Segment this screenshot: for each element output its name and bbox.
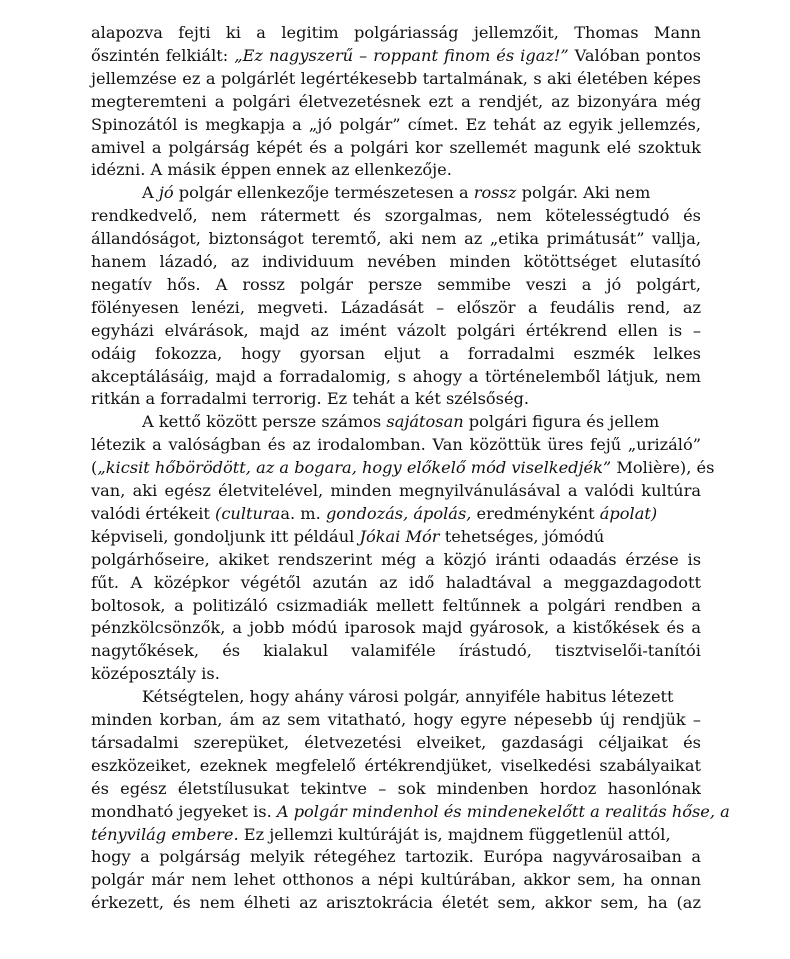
text-segment: eredményként [471,503,600,523]
italic-text: gondozás, ápolás, [325,503,472,523]
text-line [91,754,701,777]
text-segment: egyházi elvárások, majd az imént vázolt polgári értékrend ellen is – [91,320,701,340]
text-line [91,548,701,571]
text-segment: negatív hős. A rossz polgár persze semmibe veszi a jó polgárt, [91,274,701,294]
text-segment: amivel a polgárság képét és a polgári kor szellemét magunk elé szoktuk [91,137,701,157]
text-segment: A [142,183,159,203]
text-line [91,868,701,891]
text-segment: A kettő között persze számos [142,412,387,432]
text-line [91,136,701,159]
text-segment: érkezett, és nem élheti az arisztokrácia életét sem, akkor sem, ha (az [91,893,701,913]
text-line [91,708,701,731]
text-segment: Molière), és [611,458,715,478]
text-segment: mondható jegyeket is. [91,801,277,821]
text-line [91,90,701,113]
text-segment: minden korban, ám az sem vitatható, hogy egyre népesebb új rendjük – [91,710,701,729]
text-line [142,685,701,708]
text-segment: megteremteni a polgári életvezetésnek ezt a rendjét, az bizonyára még [91,91,701,111]
italic-text: (cultura [215,503,281,523]
text-line [91,502,701,525]
italic-text: sajátosan [386,412,464,432]
text-segment: ( [91,458,98,478]
text-line [91,479,701,502]
text-segment: odáig fokozza, hogy gyorsan eljut a forradalmi eszmék lelkes [91,343,701,363]
italic-text: ápolat) [599,503,658,523]
text-segment: boltosok, a politizáló csizmadiák mellett feltűnnek a polgári rendben a [91,595,701,615]
text-line [91,227,701,250]
text-line [91,204,701,227]
text-line [91,319,701,342]
text-segment: Valóban pontos [568,45,701,65]
text-line [91,777,701,800]
text-line [91,67,701,90]
text-line [91,823,701,846]
text-segment: polgár már nem lehet otthonos a népi kultúrában, akkor sem, ha onnan [91,870,701,890]
text-segment: és egész életstílusukat tekintve – sok mindenben hordoz hasonlónak [91,778,701,798]
text-segment: hanem lázadó, az individuum nevében minden kötöttséget elutasító [91,252,701,271]
text-line [91,158,701,181]
text-segment: tehetséges, jómódú [439,526,605,546]
text-segment: alapozva fejti ki a legitim polgáriasság jellemzőit, Thomas Mann [91,23,701,42]
text-segment: pénzkölcsönzők, a jobb módú iparosok majd gyárosok, a kistőkések és a [91,618,701,638]
text-segment: fölényesen lenézi, megveti. Lázadását – először a feudális rend, az [91,297,701,317]
text-line [91,456,715,479]
text-line [91,113,701,136]
text-segment: polgárhőseire, akiket rendszerint még a közjó iránti odaadás érzése is [91,549,701,569]
italic-text: „kicsit hőbörödött, az a bogara, hogy előkelő mód viselkedjék” [97,458,612,478]
text-line [91,639,701,662]
text-segment: ritkán a forradalmi terrorig. Ez tehát a két szélsőség. [91,389,530,409]
text-line [91,21,701,44]
text-line [91,845,701,868]
text-segment: jellemzése ez a polgárlét legértékesebb tartalmának, s aki életében képes [91,68,701,88]
text-line [91,296,701,319]
text-line [91,44,701,67]
text-segment: fűt. A középkor végétől azután az idő haladtával a meggazdagodott [91,572,701,592]
text-segment: eszközeiket, ezeknek megfelelő értékrendjüket, viselkedési szabályaikat [91,755,701,775]
text-line [91,571,701,594]
text-segment: a. m. [280,503,326,523]
text-segment: Ez jellemzi kultúráját is, majdnem függetlenül attól, [238,824,671,844]
text-segment: középosztály is. [91,664,220,684]
text-segment: képviseli, gondoljunk itt például [91,526,360,546]
text-segment: Kétségtelen, hogy ahány városi polgár, annyiféle habitus létezett [142,687,674,707]
text-line [91,891,701,914]
text-segment: akceptálásáig, majd a forradalomig, s ahogy a történelemből látjuk, nem [91,366,701,386]
text-line [142,410,701,433]
text-segment: rendkedvelő, nem rátermett és szorgalmas, nem kötelességtudó és [91,206,701,226]
text-line [91,387,701,410]
text-line [91,250,701,273]
text-line [91,800,730,823]
text-segment: polgár. Aki nem [516,183,651,203]
italic-text: „Ez nagyszerű – roppant finom és igaz!” [234,45,569,65]
text-segment: polgár ellenkezője természetesen a [173,183,474,203]
text-line [91,662,701,685]
text-segment: hogy a polgárság melyik rétegéhez tartozik. Európa nagyvárosaiban a [91,847,701,867]
italic-text: A polgár mindenhol és mindenekelőtt a realitás hőse, a [276,801,730,821]
text-segment: van, aki egész életvitelével, minden megnyilvánulásával a valódi kultúra [91,481,701,500]
italic-text: rossz [473,183,517,203]
italic-text: jó [158,183,174,203]
text-line [91,365,701,388]
text-segment: társadalmi szerepüket, életvezetési elveiket, gazdasági céljaikat és [91,732,701,752]
text-segment: állandóságot, biztonságot teremtő, aki nem az „etika primátusát” vallja, [91,229,701,249]
text-line [142,181,701,204]
text-segment: őszintén felkiált: [91,45,235,65]
text-segment: létezik a valóságban és az irodalomban. Van közöttük üres fejű „urizáló” [91,435,701,455]
text-segment: idézni. A másik éppen ennek az ellenkezője. [91,160,452,180]
text-line [91,616,701,639]
text-line [91,525,701,548]
italic-text: tényvilág embere. [91,824,239,844]
text-line [91,433,701,456]
text-line [91,342,701,365]
text-line [91,594,701,617]
text-line [91,731,701,754]
text-segment: polgári figura és jellem [463,412,660,432]
text-segment: nagytőkések, és kialakul valamiféle írástudó, tisztviselői-tanítói [91,641,701,661]
text-segment: valódi értékeit [91,503,216,523]
text-line [91,273,701,296]
text-segment: Spinozától is megkapja a „jó polgár” címet. Ez tehát az egyik jellemzés, [91,114,701,134]
italic-text: Jókai Mór [359,526,440,546]
